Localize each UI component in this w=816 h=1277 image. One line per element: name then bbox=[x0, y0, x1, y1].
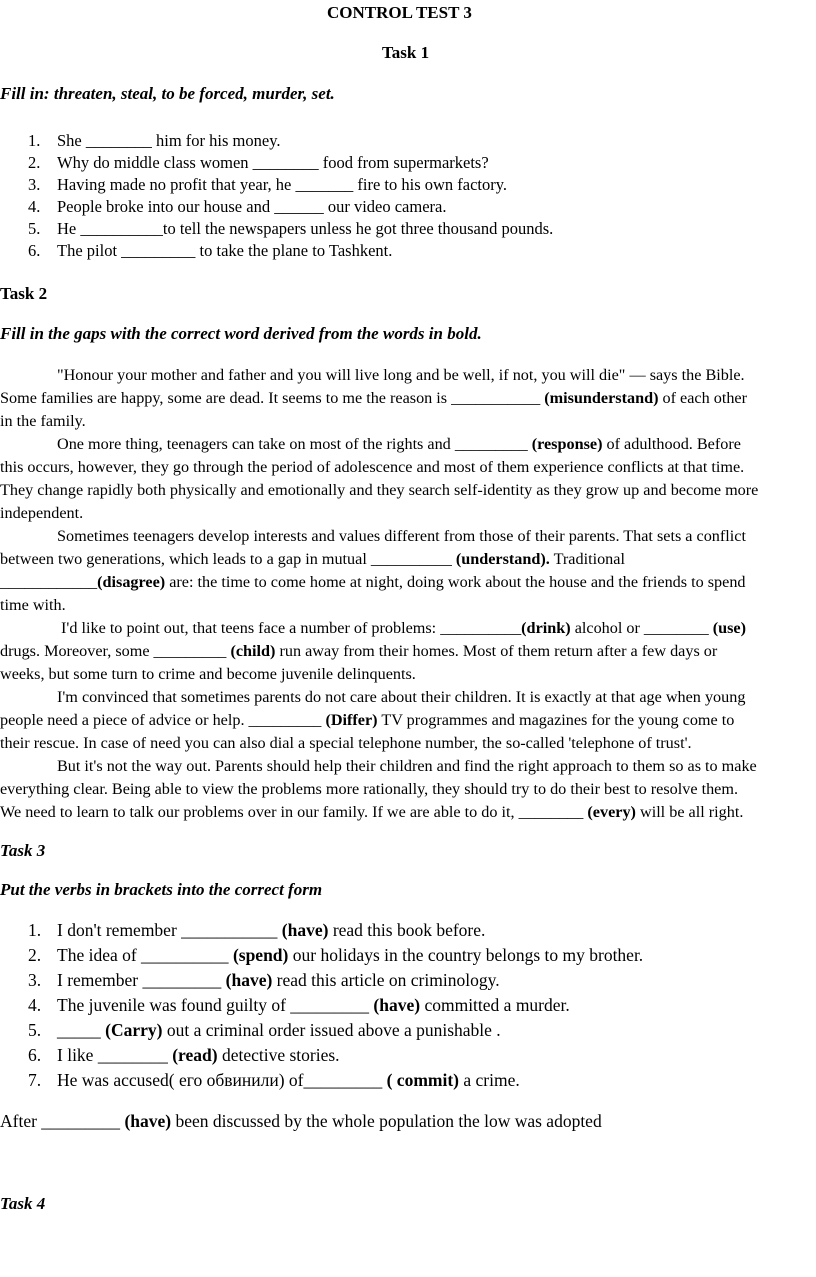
text-run: been discussed by the whole population the low was adopted bbox=[171, 1111, 602, 1131]
text-run: detective stories. bbox=[217, 1045, 340, 1065]
text-run: everything clear. Being able to view the problems more rationally, they should try to do their best to resolve them. bbox=[0, 780, 738, 798]
passage-line bbox=[0, 801, 816, 824]
task3-item bbox=[0, 943, 643, 968]
task3-list bbox=[0, 918, 643, 1093]
bold-word: (have) bbox=[373, 995, 421, 1015]
item-number: 4. bbox=[28, 995, 42, 1015]
passage-line bbox=[0, 387, 816, 410]
text-run: _____ bbox=[57, 1020, 106, 1040]
passage-line bbox=[0, 571, 816, 594]
task2-passage bbox=[0, 364, 816, 824]
passage-line bbox=[0, 732, 816, 755]
item-text: She ________ him for his money. bbox=[57, 131, 281, 150]
task3-item bbox=[0, 993, 643, 1018]
text-run: between two generations, which leads to a gap in mutual __________ bbox=[0, 550, 456, 568]
task3-item bbox=[0, 1068, 643, 1093]
text-run: I remember _________ bbox=[57, 970, 226, 990]
passage-line bbox=[0, 594, 816, 617]
bold-word: (have) bbox=[225, 970, 273, 990]
text-run: a crime. bbox=[459, 1070, 520, 1090]
task1-item bbox=[0, 218, 553, 240]
passage-line bbox=[0, 709, 816, 732]
bold-word: (child) bbox=[230, 642, 276, 660]
task2-instruction: Fill in the gaps with the correct word derived from the words in bold. bbox=[0, 324, 482, 343]
passage-line bbox=[0, 686, 816, 709]
bold-word: (disagree) bbox=[97, 573, 166, 591]
item-number: 7. bbox=[28, 1070, 42, 1090]
text-run: But it's not the way out. Parents should help their children and find the right approach to them so as to make bbox=[57, 757, 757, 775]
passage-line bbox=[0, 502, 816, 525]
text-run: will be all right. bbox=[635, 803, 744, 821]
text-run: We need to learn to talk our problems over in our family. If we are able to do it, ________ bbox=[0, 803, 588, 821]
item-number: 2. bbox=[28, 153, 41, 172]
passage-line bbox=[0, 755, 816, 778]
task1-item bbox=[0, 174, 553, 196]
bold-word: (understand). bbox=[455, 550, 550, 568]
text-run: this occurs, however, they go through the period of adolescence and most of them experience conflicts at that time. bbox=[0, 458, 745, 476]
text-run: I don't remember ___________ bbox=[57, 920, 282, 940]
item-number: 5. bbox=[28, 1020, 42, 1040]
text-run: Traditional bbox=[549, 550, 625, 568]
text-run: TV programmes and magazines for the young come to bbox=[377, 711, 735, 729]
text-run: I'd like to point out, that teens face a number of problems: __________ bbox=[57, 619, 522, 637]
task3-item bbox=[0, 1018, 643, 1043]
bold-word: (read) bbox=[172, 1045, 218, 1065]
text-run: The idea of __________ bbox=[57, 945, 233, 965]
item-text: The pilot _________ to take the plane to Tashkent. bbox=[57, 241, 393, 260]
text-run: read this book before. bbox=[328, 920, 486, 940]
text-run: alcohol or ________ bbox=[570, 619, 713, 637]
item-number: 5. bbox=[28, 219, 41, 238]
task1-item bbox=[0, 240, 553, 262]
passage-line bbox=[0, 778, 816, 801]
bold-word: (have) bbox=[281, 920, 329, 940]
task1-list bbox=[0, 130, 553, 262]
text-run: our holidays in the country belongs to my brother. bbox=[288, 945, 644, 965]
item-number: 6. bbox=[28, 241, 41, 260]
item-number: 4. bbox=[28, 197, 41, 216]
item-text: Why do middle class women ________ food from supermarkets? bbox=[57, 153, 489, 172]
text-run: run away from their homes. Most of them return after a few days or bbox=[275, 642, 718, 660]
bold-word: (spend) bbox=[232, 945, 289, 965]
passage-line bbox=[0, 479, 816, 502]
text-run: Some families are happy, some are dead. It seems to me the reason is ___________ bbox=[0, 389, 545, 407]
text-run: independent. bbox=[0, 504, 84, 522]
text-run: I like ________ bbox=[57, 1045, 173, 1065]
text-run: in the family. bbox=[0, 412, 86, 430]
bold-word: (misunderstand) bbox=[544, 389, 659, 407]
item-text: People broke into our house and ______ our video camera. bbox=[57, 197, 447, 216]
page-title: CONTROL TEST 3 bbox=[327, 3, 472, 22]
passage-line bbox=[0, 456, 816, 479]
text-run: of each other bbox=[658, 389, 748, 407]
passage-line bbox=[0, 364, 816, 387]
text-run: time with. bbox=[0, 596, 66, 614]
text-run: people need a piece of advice or help. _________ bbox=[0, 711, 326, 729]
text-run: One more thing, teenagers can take on most of the rights and _________ bbox=[57, 435, 532, 453]
bold-word: (drink) bbox=[521, 619, 571, 637]
text-run: They change rapidly both physically and emotionally and they search self-identity as they grow up and become more bbox=[0, 481, 759, 499]
task4-heading: Task 4 bbox=[0, 1194, 46, 1213]
text-run: out a criminal order issued above a punishable . bbox=[162, 1020, 501, 1040]
task3-extra-sentence bbox=[0, 1111, 602, 1132]
bold-word: (every) bbox=[587, 803, 636, 821]
text-run: Sometimes teenagers develop interests and values different from those of their parents. That sets a conflict bbox=[57, 527, 746, 545]
bold-word: (use) bbox=[712, 619, 747, 637]
passage-line bbox=[0, 663, 816, 686]
text-run: weeks, but some turn to crime and become juvenile delinquents. bbox=[0, 665, 416, 683]
bold-word: (response) bbox=[531, 435, 603, 453]
task2-heading: Task 2 bbox=[0, 284, 48, 303]
text-run: are: the time to come home at night, doing work about the house and the friends to spend bbox=[165, 573, 746, 591]
text-run: The juvenile was found guilty of _________ bbox=[57, 995, 374, 1015]
task1-instruction: Fill in: threaten, steal, to be forced, murder, set. bbox=[0, 84, 335, 103]
item-text: He __________to tell the newspapers unless he got three thousand pounds. bbox=[57, 219, 554, 238]
task3-heading: Task 3 bbox=[0, 841, 46, 860]
item-number: 6. bbox=[28, 1045, 42, 1065]
passage-line bbox=[0, 640, 816, 663]
item-number: 1. bbox=[28, 920, 42, 940]
text-run: read this article on criminology. bbox=[272, 970, 500, 990]
task3-item bbox=[0, 1043, 643, 1068]
text-run: He was accused( его обвинили) of_________ bbox=[57, 1070, 387, 1090]
text-run: drugs. Moreover, some _________ bbox=[0, 642, 231, 660]
task3-instruction: Put the verbs in brackets into the correct form bbox=[0, 880, 323, 899]
passage-line bbox=[0, 433, 816, 456]
task1-item bbox=[0, 152, 553, 174]
passage-line bbox=[0, 410, 816, 433]
text-run: ____________ bbox=[0, 573, 98, 591]
passage-line bbox=[0, 617, 816, 640]
task1-item bbox=[0, 196, 553, 218]
item-text: Having made no profit that year, he _______ fire to his own factory. bbox=[57, 175, 508, 194]
text-run: After _________ bbox=[0, 1111, 125, 1131]
task3-item bbox=[0, 918, 643, 943]
item-number: 3. bbox=[28, 970, 42, 990]
passage-line bbox=[0, 525, 816, 548]
text-run: committed a murder. bbox=[420, 995, 570, 1015]
bold-word: ( commit) bbox=[386, 1070, 460, 1090]
passage-line bbox=[0, 548, 816, 571]
text-run: their rescue. In case of need you can also dial a special telephone number, the so-called 'telephone of trust'. bbox=[0, 734, 692, 752]
text-run: of adulthood. Before bbox=[602, 435, 741, 453]
bold-word: (Differ) bbox=[325, 711, 378, 729]
text-run: "Honour your mother and father and you will live long and be well, if not, you will die" — says the Bible. bbox=[57, 366, 745, 384]
task1-heading: Task 1 bbox=[382, 43, 430, 62]
item-number: 1. bbox=[28, 131, 41, 150]
task3-item bbox=[0, 968, 643, 993]
bold-word: (have) bbox=[124, 1111, 172, 1131]
item-number: 2. bbox=[28, 945, 42, 965]
item-number: 3. bbox=[28, 175, 41, 194]
task1-item bbox=[0, 130, 553, 152]
bold-word: (Carry) bbox=[105, 1020, 163, 1040]
text-run: I'm convinced that sometimes parents do not care about their children. It is exactly at that age when young bbox=[57, 688, 746, 706]
